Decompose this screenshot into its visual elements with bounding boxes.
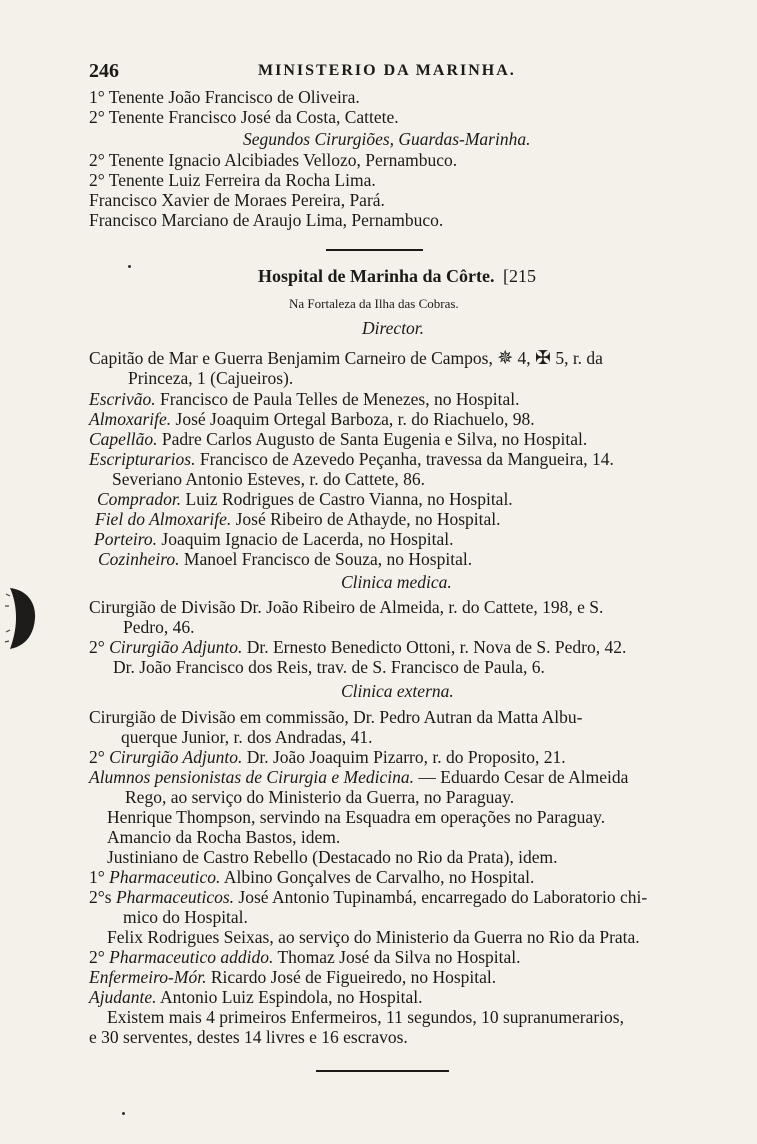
page-number: 246 bbox=[89, 60, 119, 82]
staff-text: Ricardo José de Figueiredo, no Hospital. bbox=[210, 967, 497, 987]
director-order-2: 5, r. da bbox=[555, 348, 603, 368]
text-line: Rego, ao serviço do Ministerio da Guerra, no Paraguay. bbox=[125, 787, 515, 807]
staff-role: Ajudante. bbox=[89, 987, 157, 1007]
director-line bbox=[89, 348, 603, 369]
staff-text: Francisco de Azevedo Peçanha, travessa da Mangueira, 14. bbox=[199, 449, 614, 469]
text-line: Existem mais 4 primeiros Enfermeiros, 11 segundos, 10 supranumerarios, bbox=[107, 1007, 624, 1027]
staff-text: Thomaz José da Silva no Hospital. bbox=[277, 947, 521, 967]
staff-role: Cirurgião Adjunto. bbox=[109, 747, 243, 767]
ordinal: 2° bbox=[89, 947, 105, 967]
text-line: 2° Tenente Ignacio Alcibiades Vellozo, Pernambuco. bbox=[89, 150, 458, 170]
text-line: querque Junior, r. dos Andradas, 41. bbox=[121, 727, 373, 747]
hospital-ref: [215 bbox=[503, 266, 536, 286]
staff-role: Enfermeiro-Mór. bbox=[89, 967, 207, 987]
divider-rule bbox=[316, 1070, 449, 1072]
staff-text: José Ribeiro de Athayde, no Hospital. bbox=[235, 509, 501, 529]
text-line: Henrique Thompson, servindo na Esquadra em operações no Paraguay. bbox=[107, 807, 606, 827]
staff-role: Cirurgião Adjunto. bbox=[109, 637, 243, 657]
text-line: 2° Tenente Luiz Ferreira da Rocha Lima. bbox=[89, 170, 376, 190]
staff-role: Comprador. bbox=[97, 489, 182, 509]
text-line bbox=[89, 967, 496, 987]
staff-text: Albino Gonçalves de Carvalho, no Hospital. bbox=[223, 867, 535, 887]
text-line: Cirurgião de Divisão Dr. João Ribeiro de Almeida, r. do Cattete, 198, e S. bbox=[89, 597, 604, 617]
running-header: MINISTERIO DA MARINHA. bbox=[258, 62, 516, 79]
order-cross-icon: ✠ bbox=[535, 348, 551, 369]
hospital-title: Hospital de Marinha da Côrte. bbox=[258, 266, 495, 286]
print-speck bbox=[128, 265, 131, 268]
hospital-location: Na Fortaleza da Ilha das Cobras. bbox=[289, 296, 459, 311]
staff-role: Cozinheiro. bbox=[98, 549, 180, 569]
staff-line: Severiano Antonio Esteves, r. do Cattete, 86. bbox=[112, 469, 426, 489]
staff-role: Fiel do Almoxarife. bbox=[95, 509, 232, 529]
text-line: Cirurgião de Divisão em commissão, Dr. Pedro Autran da Matta Albu- bbox=[89, 707, 583, 727]
ordinal: 1° bbox=[89, 867, 105, 887]
staff-line bbox=[89, 389, 520, 409]
text-line bbox=[89, 637, 626, 657]
staff-role: Pharmaceutico addido. bbox=[109, 947, 274, 967]
director-heading: Director. bbox=[362, 318, 425, 338]
staff-text: Joaquim Ignacio de Lacerda, no Hospital. bbox=[161, 529, 454, 549]
text-line: Francisco Xavier de Moraes Pereira, Pará. bbox=[89, 190, 385, 210]
staff-text: Luiz Rodrigues de Castro Vianna, no Hospital. bbox=[185, 489, 513, 509]
staff-line bbox=[98, 549, 472, 569]
text-line: 1° Tenente João Francisco de Oliveira. bbox=[89, 87, 360, 107]
staff-role: Porteiro. bbox=[94, 529, 158, 549]
ordinal: 2° bbox=[89, 637, 105, 657]
text-line bbox=[89, 867, 534, 887]
staff-role: Alumnos pensionistas de Cirurgia e Medicina. bbox=[89, 767, 415, 787]
text-line: Amancio da Rocha Bastos, idem. bbox=[107, 827, 341, 847]
order-badge-icon: ✵ bbox=[497, 348, 514, 369]
staff-text: — Eduardo Cesar de Almeida bbox=[418, 767, 629, 787]
staff-text: José Antonio Tupinambá, encarregado do Laboratorio chi- bbox=[238, 887, 648, 907]
staff-role: Capellão. bbox=[89, 429, 158, 449]
ordinal: 2° bbox=[89, 747, 105, 767]
staff-text: Dr. Ernesto Benedicto Ottoni, r. Nova de S. Pedro, 42. bbox=[246, 637, 627, 657]
ordinal: 2°s bbox=[89, 887, 112, 907]
staff-line bbox=[89, 409, 535, 429]
staff-line bbox=[97, 489, 513, 509]
divider-rule bbox=[326, 249, 423, 251]
director-address: Princeza, 1 (Cajueiros). bbox=[128, 368, 294, 388]
staff-role: Almoxarife. bbox=[89, 409, 172, 429]
section-heading: Segundos Cirurgiões, Guardas-Marinha. bbox=[243, 129, 531, 149]
director-order-1: 4, bbox=[517, 348, 531, 368]
staff-text: Manoel Francisco de Souza, no Hospital. bbox=[183, 549, 473, 569]
staff-line bbox=[95, 509, 501, 529]
section-heading: Clinica medica. bbox=[341, 572, 452, 592]
text-line: mico do Hospital. bbox=[123, 907, 248, 927]
staff-role: Escrivão. bbox=[89, 389, 156, 409]
staff-role: Escripturarios. bbox=[89, 449, 196, 469]
staff-line bbox=[89, 449, 614, 469]
staff-text: Antonio Luiz Espindola, no Hospital. bbox=[159, 987, 423, 1007]
text-line bbox=[89, 747, 566, 767]
staff-role: Pharmaceutico. bbox=[109, 867, 221, 887]
text-line: Pedro, 46. bbox=[123, 617, 195, 637]
staff-text: José Joaquim Ortegal Barboza, r. do Riachuelo, 98. bbox=[175, 409, 535, 429]
staff-text: Dr. João Joaquim Pizarro, r. do Proposito, 21. bbox=[246, 747, 566, 767]
text-line: Justiniano de Castro Rebello (Destacado no Rio da Prata), idem. bbox=[107, 847, 558, 867]
staff-role: Pharmaceuticos. bbox=[115, 887, 235, 907]
text-line: e 30 serventes, destes 14 livres e 16 escravos. bbox=[89, 1027, 408, 1047]
text-line bbox=[89, 947, 521, 967]
text-line: Francisco Marciano de Araujo Lima, Pernambuco. bbox=[89, 210, 444, 230]
print-speck bbox=[122, 1112, 125, 1115]
section-heading: Clinica externa. bbox=[341, 681, 454, 701]
text-line bbox=[89, 887, 647, 907]
staff-line bbox=[89, 429, 587, 449]
margin-ink-mark bbox=[4, 582, 38, 654]
text-line bbox=[89, 767, 628, 787]
text-line: Dr. João Francisco dos Reis, trav. de S. Francisco de Paula, 6. bbox=[113, 657, 545, 677]
text-line: Felix Rodrigues Seixas, ao serviço do Ministerio da Guerra no Rio da Prata. bbox=[107, 927, 640, 947]
staff-line bbox=[94, 529, 453, 549]
staff-text: Francisco de Paula Telles de Menezes, no Hospital. bbox=[159, 389, 520, 409]
text-line bbox=[89, 987, 422, 1007]
staff-text: Padre Carlos Augusto de Santa Eugenia e Silva, no Hospital. bbox=[161, 429, 588, 449]
text-line: 2° Tenente Francisco José da Costa, Cattete. bbox=[89, 107, 399, 127]
director-name: Capitão de Mar e Guerra Benjamim Carneiro de Campos, bbox=[89, 348, 493, 368]
